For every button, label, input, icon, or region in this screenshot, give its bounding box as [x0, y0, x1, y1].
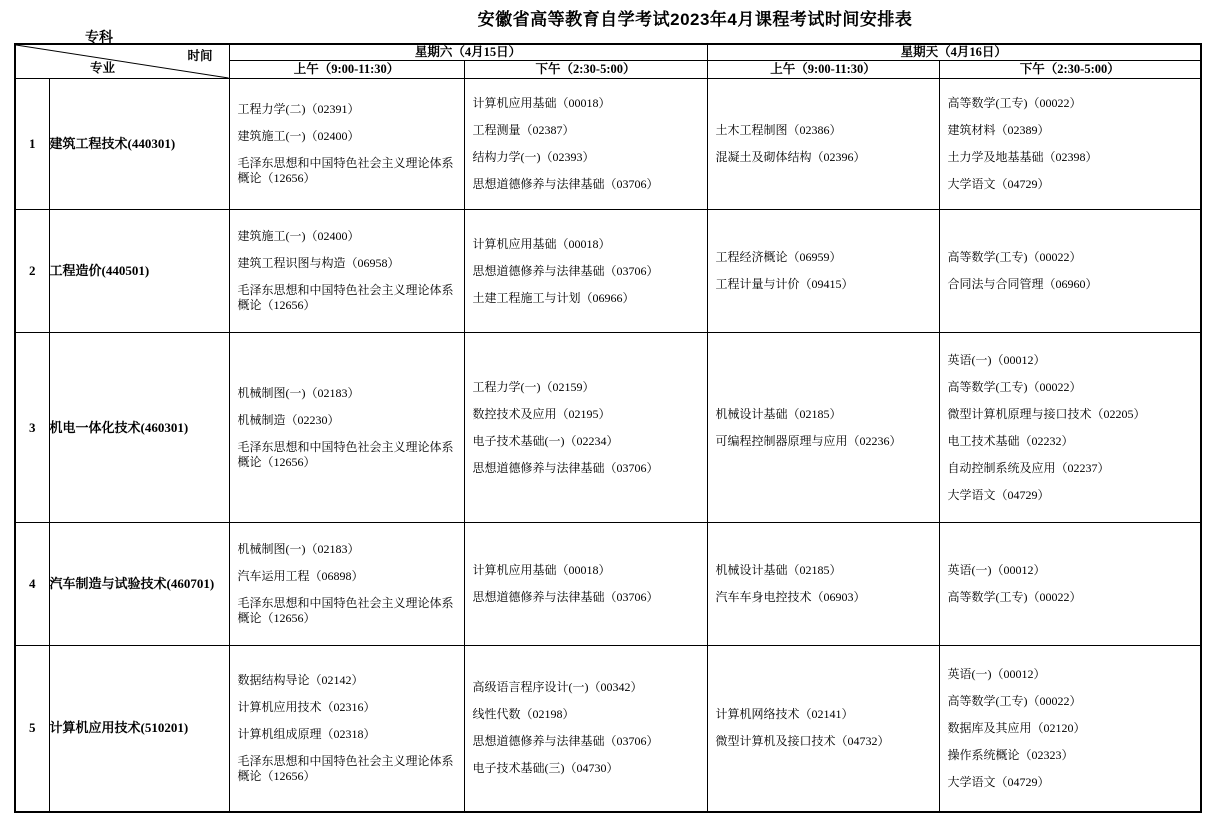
courses-cell-sat-am [229, 523, 464, 646]
course-item: 高等数学(工专)（00022） [947, 590, 1082, 604]
course-item: 思想道德修养与法律基础（03706） [472, 734, 659, 749]
course-list [465, 557, 707, 611]
course-list [230, 96, 464, 192]
course-item: 合同法与合同管理（06960） [947, 277, 1098, 291]
course-item: 土建工程施工与计划（06966） [472, 290, 635, 305]
day-header-row [15, 44, 1201, 61]
course-item: 计算机应用技术（02316） [237, 699, 376, 714]
courses-cell-sun-am [707, 210, 939, 333]
courses-cell-sat-pm [464, 210, 707, 333]
course-item: 混凝土及砌体结构（02396） [715, 150, 866, 164]
course-item: 计算机应用基础（00018） [472, 563, 611, 577]
course-item: 电工技术基础（02232） [947, 433, 1074, 448]
courses-cell-sun-am [707, 333, 939, 523]
course-list [940, 557, 1201, 611]
courses-cell-sun-am [707, 523, 939, 646]
course-item: 工程测量（02387） [472, 123, 575, 137]
course-list [708, 557, 939, 611]
page-title: 安徽省高等教育自学考试2023年4月课程考试时间安排表 [477, 10, 913, 29]
course-list [230, 536, 464, 632]
major-name: 机电一体化技术(460301) [49, 333, 229, 523]
row-number: 2 [15, 210, 49, 333]
course-item: 英语(一)（00012） [947, 666, 1046, 681]
course-item: 毛泽东思想和中国特色社会主义理论体系概论（12656） [237, 283, 454, 312]
course-item: 汽车运用工程（06898） [237, 569, 364, 583]
course-item: 可编程控制器原理与应用（02236） [715, 433, 902, 448]
course-item: 英语(一)（00012） [947, 352, 1046, 367]
course-item: 土木工程制图（02386） [715, 123, 842, 137]
major-row [15, 210, 1201, 333]
corner-major-label: 专业 [90, 61, 116, 75]
course-item: 数据结构导论（02142） [237, 672, 364, 687]
course-list [940, 244, 1201, 298]
course-list [465, 374, 707, 482]
courses-cell-sun-pm [939, 523, 1201, 646]
course-item: 高等数学(工专)（00022） [947, 693, 1082, 708]
session-header-sat-pm: 下午（2:30-5:00） [464, 61, 707, 79]
courses-cell-sun-pm [939, 333, 1201, 523]
course-item: 机械设计基础（02185） [715, 406, 842, 421]
course-item: 线性代数（02198） [472, 707, 575, 722]
course-item: 微型计算机及接口技术（04732） [715, 734, 890, 749]
course-item: 建筑材料（02389） [947, 123, 1050, 137]
exam-schedule-table [14, 43, 1202, 813]
course-list [465, 90, 707, 198]
course-list [230, 380, 464, 476]
course-item: 结构力学(一)（02393） [472, 150, 595, 164]
course-item: 建筑工程识图与构造（06958） [237, 256, 400, 270]
major-row [15, 646, 1201, 812]
course-list [708, 117, 939, 171]
courses-cell-sat-pm [464, 646, 707, 812]
session-header-sat-am: 上午（9:00-11:30） [229, 61, 464, 79]
course-item: 土力学及地基基础（02398） [947, 150, 1098, 164]
course-item: 电子技术基础(一)（02234） [472, 433, 619, 448]
row-number: 4 [15, 523, 49, 646]
course-item: 英语(一)（00012） [947, 563, 1046, 577]
course-list [465, 231, 707, 312]
courses-cell-sun-am [707, 79, 939, 210]
course-item: 高等数学(工专)（00022） [947, 96, 1082, 110]
section-label: 专科 [85, 29, 113, 45]
day-header-sunday: 星期天（4月16日） [707, 44, 1201, 61]
courses-cell-sat-am [229, 79, 464, 210]
course-list [230, 667, 464, 790]
course-item: 计算机应用基础（00018） [472, 236, 611, 251]
course-item: 思想道德修养与法律基础（03706） [472, 177, 659, 191]
row-number: 1 [15, 79, 49, 210]
course-item: 计算机组成原理（02318） [237, 726, 376, 741]
session-header-sun-am: 上午（9:00-11:30） [707, 61, 939, 79]
course-list [940, 661, 1201, 796]
course-item: 毛泽东思想和中国特色社会主义理论体系概论（12656） [237, 439, 454, 469]
course-item: 思想道德修养与法律基础（03706） [472, 263, 659, 278]
courses-cell-sun-am [707, 646, 939, 812]
course-item: 建筑施工(一)（02400） [237, 229, 360, 243]
courses-cell-sun-pm [939, 79, 1201, 210]
courses-cell-sat-am [229, 333, 464, 523]
course-item: 思想道德修养与法律基础（03706） [472, 460, 659, 475]
course-item: 毛泽东思想和中国特色社会主义理论体系概论（12656） [237, 596, 454, 625]
day-header-saturday: 星期六（4月15日） [229, 44, 707, 61]
major-row [15, 333, 1201, 523]
course-item: 工程力学(一)（02159） [472, 379, 595, 394]
course-item: 高级语言程序设计(一)（00342） [472, 680, 643, 695]
course-list [708, 244, 939, 298]
session-header-sun-pm: 下午（2:30-5:00） [939, 61, 1201, 79]
course-item: 机械制图(一)（02183） [237, 542, 360, 556]
course-item: 操作系统概论（02323） [947, 747, 1074, 762]
courses-cell-sat-am [229, 646, 464, 812]
course-item: 计算机应用基础（00018） [472, 96, 611, 110]
course-item: 数据库及其应用（02120） [947, 720, 1086, 735]
course-item: 微型计算机原理与接口技术（02205） [947, 406, 1146, 421]
courses-cell-sat-pm [464, 333, 707, 523]
course-item: 汽车车身电控技术（06903） [715, 590, 866, 604]
course-item: 机械设计基础（02185） [715, 563, 842, 577]
major-name: 建筑工程技术(440301) [49, 79, 229, 210]
course-list [940, 90, 1201, 198]
courses-cell-sat-am [229, 210, 464, 333]
corner-header-cell [15, 44, 229, 79]
row-number: 5 [15, 646, 49, 812]
course-item: 大学语文（04729） [947, 177, 1050, 191]
courses-cell-sun-pm [939, 646, 1201, 812]
courses-cell-sat-pm [464, 79, 707, 210]
course-item: 高等数学(工专)（00022） [947, 379, 1082, 394]
major-name: 计算机应用技术(510201) [49, 646, 229, 812]
course-item: 电子技术基础(三)（04730） [472, 761, 619, 776]
course-list [230, 223, 464, 319]
course-item: 计算机网络技术（02141） [715, 707, 854, 722]
course-item: 工程计量与计价（09415） [715, 277, 854, 291]
course-item: 数控技术及应用（02195） [472, 406, 611, 421]
course-list [940, 347, 1201, 509]
course-item: 建筑施工(一)（02400） [237, 129, 360, 143]
course-list [465, 674, 707, 782]
course-item: 自动控制系统及应用（02237） [947, 460, 1110, 475]
course-item: 毛泽东思想和中国特色社会主义理论体系概论（12656） [237, 156, 454, 185]
course-item: 思想道德修养与法律基础（03706） [472, 590, 659, 604]
row-number: 3 [15, 333, 49, 523]
course-item: 高等数学(工专)（00022） [947, 250, 1082, 264]
courses-cell-sun-pm [939, 210, 1201, 333]
course-item: 机械制造（02230） [237, 412, 340, 427]
course-item: 大学语文（04729） [947, 487, 1050, 502]
course-list [708, 401, 939, 455]
course-list [708, 701, 939, 755]
major-name: 汽车制造与试验技术(460701) [49, 523, 229, 646]
course-item: 机械制图(一)（02183） [237, 385, 360, 400]
major-row [15, 79, 1201, 210]
courses-cell-sat-pm [464, 523, 707, 646]
course-item: 大学语文（04729） [947, 774, 1050, 789]
major-name: 工程造价(440501) [49, 210, 229, 333]
major-row [15, 523, 1201, 646]
course-item: 工程经济概论（06959） [715, 250, 842, 264]
schedule-table-body [15, 79, 1201, 812]
course-item: 毛泽东思想和中国特色社会主义理论体系概论（12656） [237, 753, 454, 783]
corner-time-label: 时间 [187, 49, 213, 63]
course-item: 工程力学(二)（02391） [237, 102, 360, 116]
